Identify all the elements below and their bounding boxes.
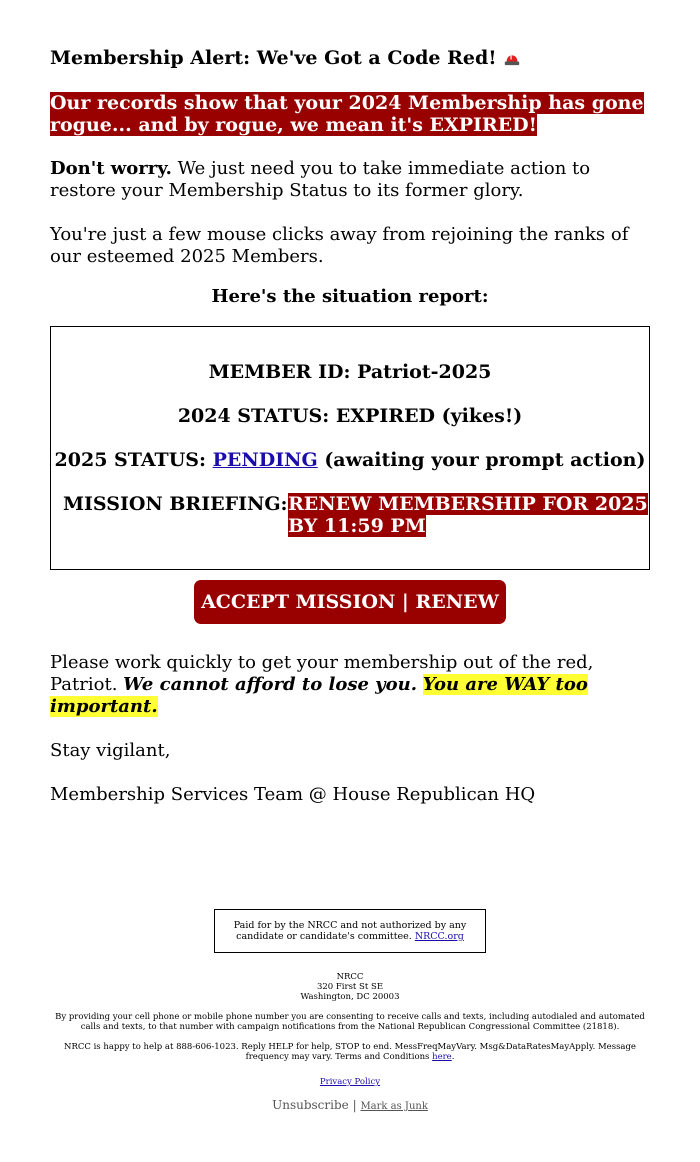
paid-for-text: Paid for by the NRCC and not authorized by any candidate or candidate's committee.	[233, 920, 467, 942]
reassurance-bold: Don't worry.	[50, 158, 172, 179]
reassurance-text: We just need you to take immediate action to restore your Membership Status to its former glory.	[50, 158, 591, 201]
address-line-2: Washington, DC 20003	[300, 992, 400, 1002]
urgency-text: Please work quickly to get your membership out of the red, Patriot.	[50, 652, 594, 695]
expired-alert	[50, 92, 650, 136]
signoff: Stay vigilant,	[50, 740, 171, 761]
email-headline	[50, 45, 521, 71]
status-2025-label: 2025 STATUS:	[54, 449, 213, 471]
headline-text: Membership Alert: We've Got a Code Red!	[50, 47, 497, 69]
urgency-highlight: You are WAY too important.	[50, 674, 588, 717]
urgency-paragraph	[50, 652, 650, 718]
sms-consent-disclaimer: By providing your cell phone or mobile phone number you are consenting to receive calls and texts, including autodialed and automated calls and texts, to that number with campaign notifications from the National Republican Congressional Committee (21818).	[55, 1012, 645, 1032]
separator: |	[348, 1098, 361, 1112]
status-2025	[51, 449, 649, 471]
rejoin-paragraph: You're just a few mouse clicks away from rejoining the ranks of our esteemed 2025 Members.	[50, 224, 629, 267]
accept-mission-renew-button[interactable]: ACCEPT MISSION | RENEW	[194, 580, 506, 624]
urgency-emphasis: We cannot afford to lose you.	[123, 674, 418, 695]
privacy-row	[50, 1077, 650, 1087]
situation-heading: Here's the situation report:	[211, 286, 489, 307]
expired-alert-text: Our records show that your 2024 Membership has gone rogue... and by rogue, we mean it's EXPIRED!	[50, 92, 644, 136]
privacy-policy-link[interactable]: Privacy Policy	[319, 1077, 381, 1087]
terms-here-link[interactable]: here	[432, 1052, 452, 1062]
pending-link[interactable]: PENDING	[212, 449, 318, 471]
help-text-body: NRCC is happy to help at 888-606-1023. Reply HELP for help, STOP to end. MessFreqMayVary. Msg&DataRatesMayApply. Message frequency may vary. Terms and Conditions	[64, 1042, 636, 1062]
paid-for-disclaimer-box	[214, 909, 486, 953]
status-2024: 2024 STATUS: EXPIRED (yikes!)	[177, 405, 523, 427]
briefing-label: MISSION BRIEFING:	[63, 493, 288, 515]
address-line-1: 320 First St SE	[316, 982, 384, 992]
status-2025-note: (awaiting your prompt action)	[317, 449, 646, 471]
reassurance-paragraph	[50, 158, 650, 202]
signature: Membership Services Team @ House Republican HQ	[50, 784, 536, 805]
org-name: NRCC	[336, 972, 364, 982]
briefing-value	[288, 493, 648, 537]
unsubscribe-link[interactable]: Unsubscribe	[272, 1098, 349, 1112]
briefing-value-text: RENEW MEMBERSHIP FOR 2025 BY 11:59 PM	[288, 493, 648, 537]
mailing-address	[50, 972, 650, 1002]
help-text: NRCC is happy to help at 888-606-1023. Reply HELP for help, STOP to end. MessFreqMayVary. Msg&DataRatesMayApply. Message frequency may vary. Terms and Conditions here.	[64, 1042, 636, 1062]
unsubscribe-row	[50, 1097, 650, 1115]
nrcc-link[interactable]: NRCC.org	[414, 931, 464, 942]
siren-icon	[503, 48, 521, 66]
member-id: MEMBER ID: Patriot-2025	[208, 361, 492, 383]
mark-as-junk-link[interactable]: Mark as Junk	[360, 1101, 428, 1112]
situation-report-box	[50, 326, 650, 570]
